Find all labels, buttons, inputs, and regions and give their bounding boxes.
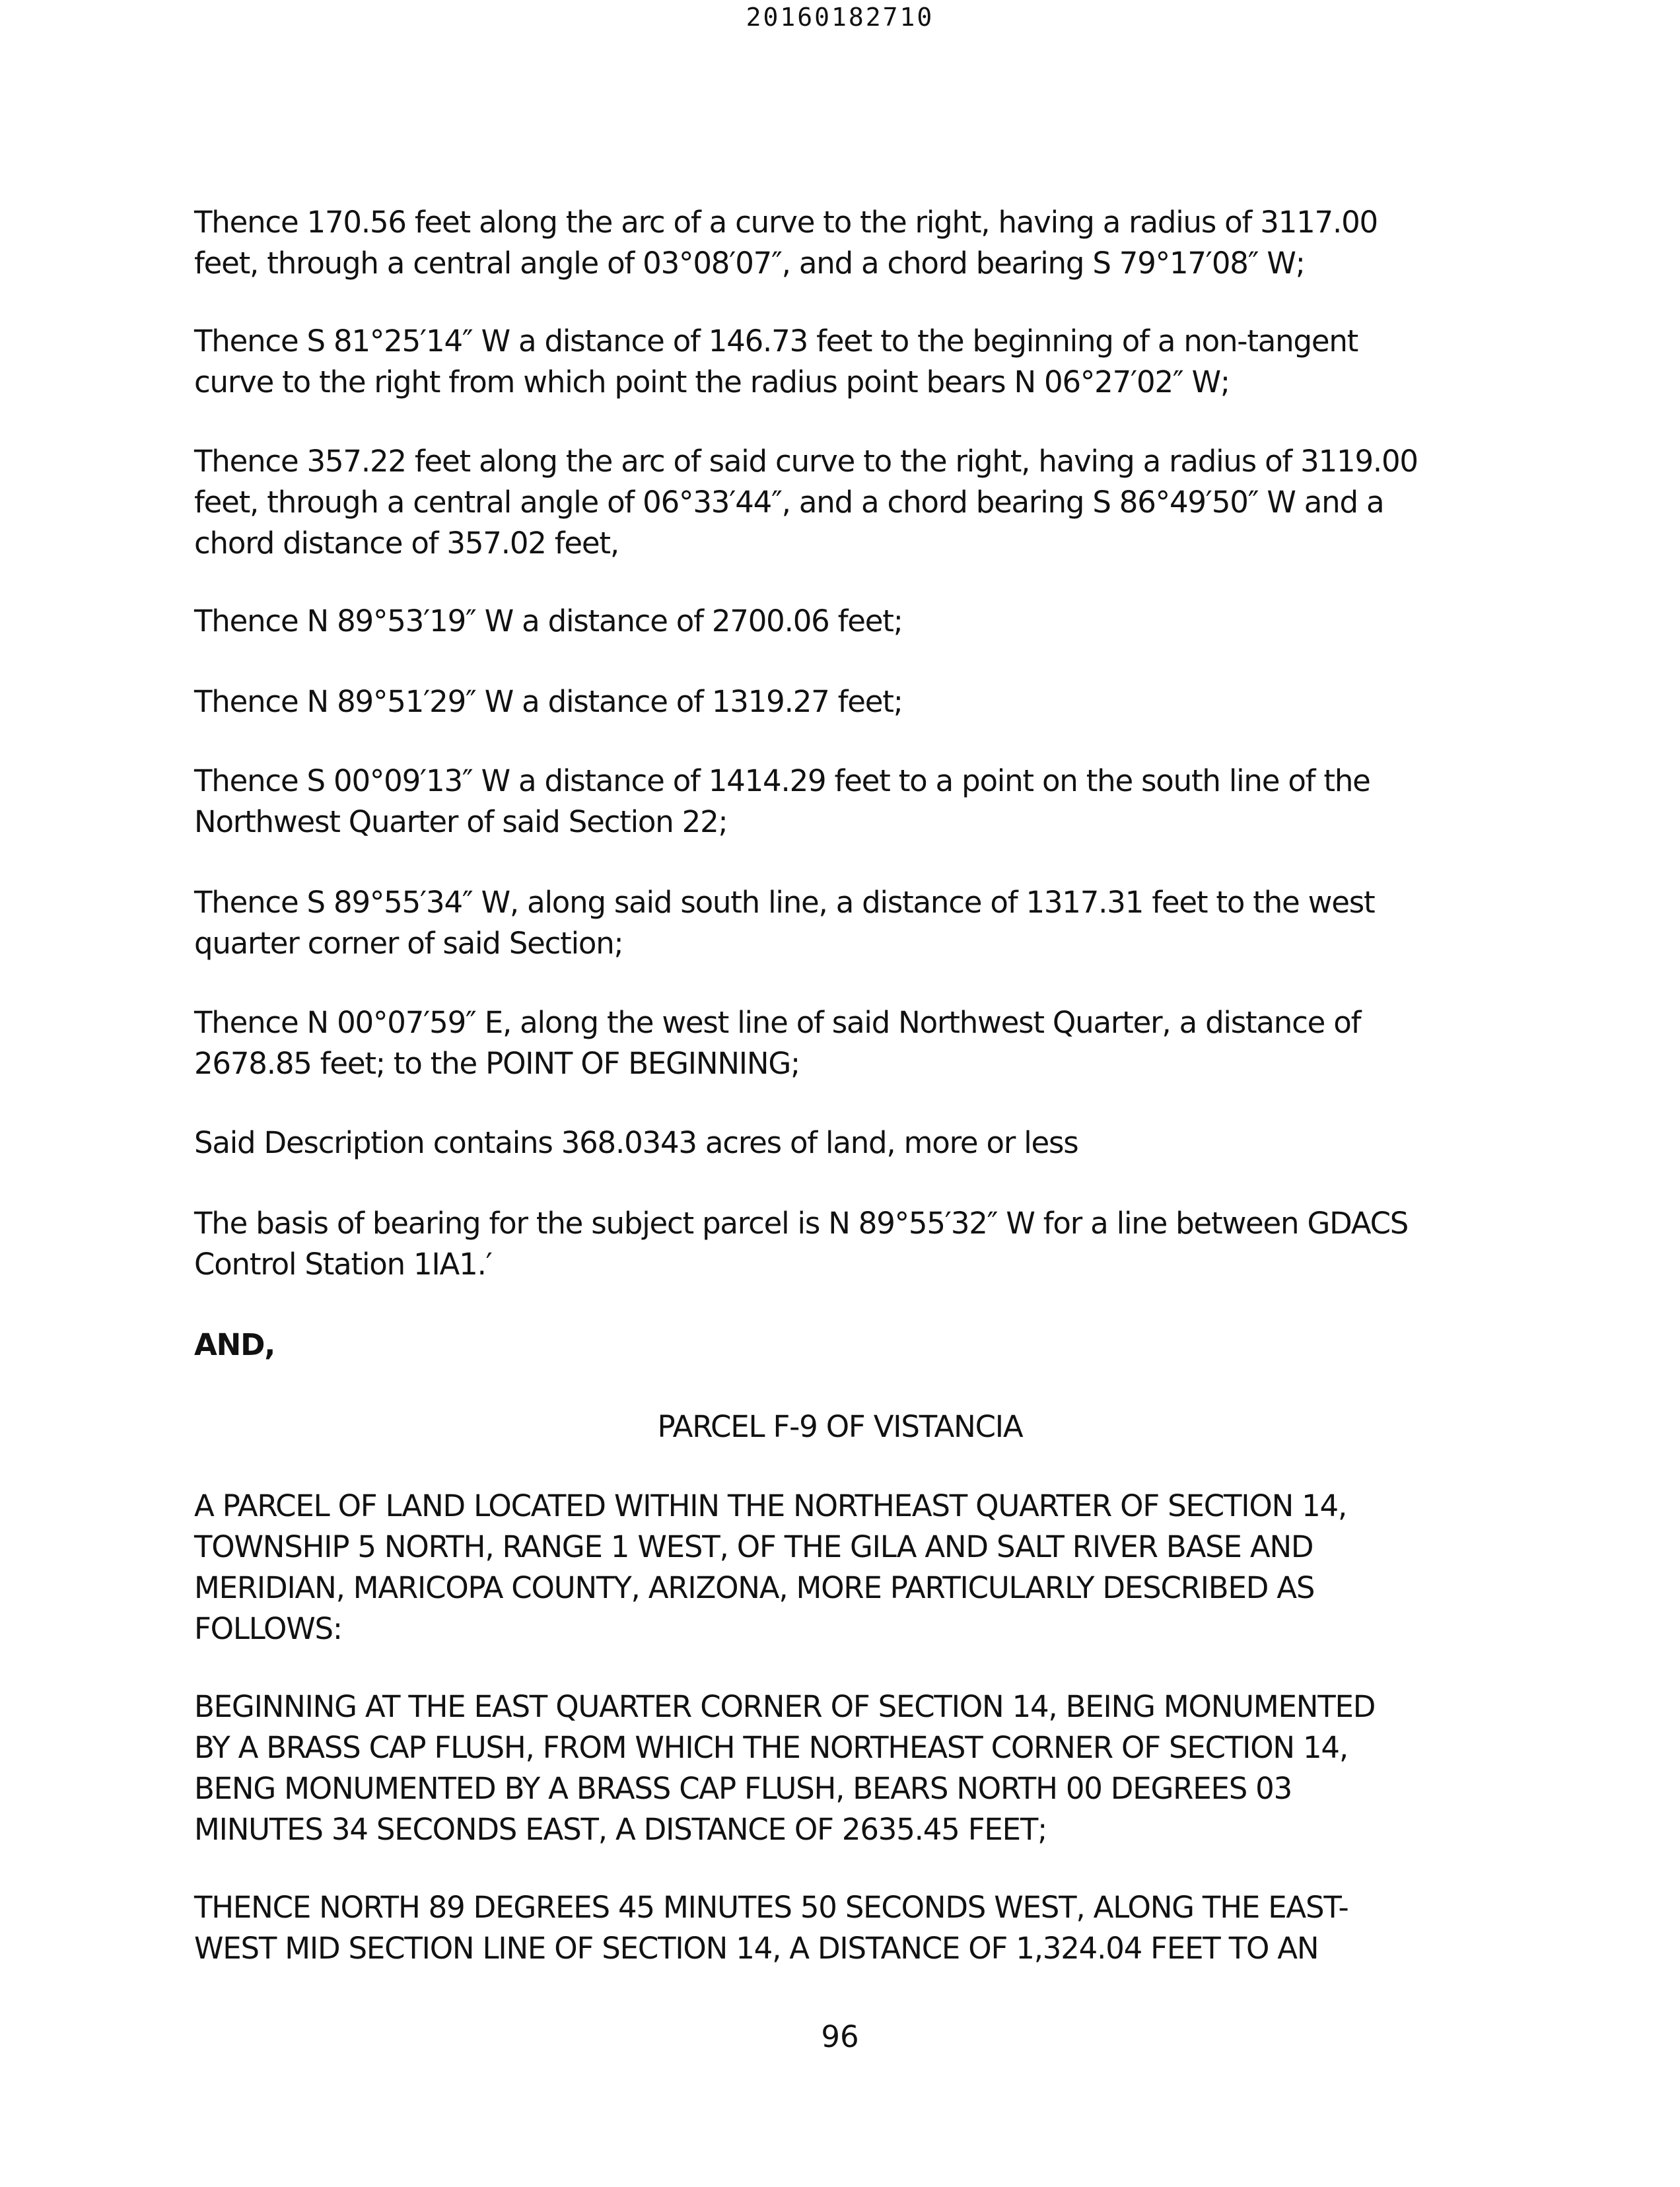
paragraph-parcel-location <box>194 1486 1347 1649</box>
text-line: The basis of bearing for the subject parcel is N 89°55′32″ W for a line between GDACS <box>194 1206 1409 1241</box>
paragraph-bearing-1317 <box>194 882 1374 964</box>
text-line: Thence N 89°51′29″ W a distance of 1319.27 feet; <box>194 684 903 719</box>
text-line: BEGINNING AT THE EAST QUARTER CORNER OF SECTION 14, BEING MONUMENTED <box>194 1689 1376 1724</box>
paragraph-acreage <box>194 1123 1078 1163</box>
paragraph-bearing-1414 <box>194 761 1370 843</box>
paragraph-curve-357 <box>194 441 1418 564</box>
text-line: quarter corner of said Section; <box>194 926 623 961</box>
text-line: curve to the right from which point the radius point bears N 06°27′02″ W; <box>194 364 1230 399</box>
parcel-title: PARCEL F-9 OF VISTANCIA <box>657 1409 1023 1444</box>
paragraph-bearing-2700 <box>194 601 903 642</box>
text-line: THENCE NORTH 89 DEGREES 45 MINUTES 50 SECONDS WEST, ALONG THE EAST- <box>194 1890 1348 1925</box>
text-line: Thence S 00°09′13″ W a distance of 1414.29 feet to a point on the south line of the <box>194 763 1370 798</box>
paragraph-basis-of-bearing <box>194 1203 1408 1285</box>
text-line: Thence 357.22 feet along the arc of said curve to the right, having a radius of 3119.00 <box>194 444 1418 479</box>
text-line: 2678.85 feet; to the POINT OF BEGINNING; <box>194 1046 800 1081</box>
text-line: FOLLOWS: <box>194 1611 342 1646</box>
text-line: MINUTES 34 SECONDS EAST, A DISTANCE OF 2635.45 FEET; <box>194 1812 1047 1847</box>
text-line: feet, through a central angle of 06°33′44″, and a chord bearing S 86°49′50″ W and a <box>194 485 1384 520</box>
text-line: feet, through a central angle of 03°08′07″, and a chord bearing S 79°17′08″ W; <box>194 246 1305 281</box>
text-line: chord distance of 357.02 feet, <box>194 526 619 561</box>
text-line: TOWNSHIP 5 NORTH, RANGE 1 WEST, OF THE GILA AND SALT RIVER BASE AND <box>194 1529 1313 1564</box>
text-line: Thence N 89°53′19″ W a distance of 2700.06 feet; <box>194 604 903 639</box>
text-line: Northwest Quarter of said Section 22; <box>194 804 728 839</box>
text-line: Thence N 00°07′59″ E, along the west line of said Northwest Quarter, a distance of <box>194 1005 1361 1040</box>
paragraph-bearing-2678 <box>194 1002 1360 1084</box>
text-line: BENG MONUMENTED BY A BRASS CAP FLUSH, BEARS NORTH 00 DEGREES 03 <box>194 1771 1292 1806</box>
document-number: 20160182710 <box>746 3 934 32</box>
text-line: Said Description contains 368.0343 acres of land, more or less <box>194 1125 1078 1160</box>
paragraph-curve-170 <box>194 202 1378 284</box>
and-heading: AND, <box>194 1327 275 1362</box>
text-line: MERIDIAN, MARICOPA COUNTY, ARIZONA, MORE PARTICULARLY DESCRIBED AS <box>194 1570 1315 1605</box>
text-line: Thence 170.56 feet along the arc of a curve to the right, having a radius of 3117.00 <box>194 205 1378 240</box>
text-line: Thence S 89°55′34″ W, along said south line, a distance of 1317.31 feet to the west <box>194 885 1375 920</box>
paragraph-bearing-1319 <box>194 681 903 722</box>
paragraph-point-of-beginning <box>194 1686 1375 1850</box>
text-line: Control Station 1IA1.′ <box>194 1247 492 1282</box>
text-line: WEST MID SECTION LINE OF SECTION 14, A DISTANCE OF 1,324.04 FEET TO AN <box>194 1931 1319 1966</box>
paragraph-thence-north <box>194 1887 1348 1969</box>
page-number: 96 <box>821 2019 859 2054</box>
text-line: A PARCEL OF LAND LOCATED WITHIN THE NORTHEAST QUARTER OF SECTION 14, <box>194 1488 1347 1523</box>
text-line: Thence S 81°25′14″ W a distance of 146.73 feet to the beginning of a non-tangent <box>194 324 1358 359</box>
text-line: BY A BRASS CAP FLUSH, FROM WHICH THE NORTHEAST CORNER OF SECTION 14, <box>194 1730 1348 1765</box>
paragraph-bearing-146 <box>194 321 1358 403</box>
